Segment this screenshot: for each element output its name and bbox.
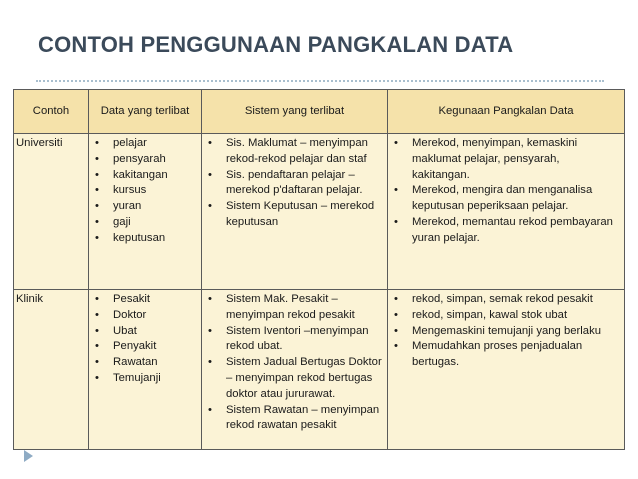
list-item: • Sistem Rawatan – menyimpan rekod rawatan pesakit xyxy=(206,403,383,435)
list-item: • Penyakit xyxy=(93,339,197,355)
list-item: • Ubat xyxy=(93,324,197,340)
list-item: • Memudahkan proses penjadualan bertugas. xyxy=(392,339,620,371)
sistem-cell xyxy=(202,290,388,450)
table-row xyxy=(14,290,625,450)
list-item: • Merekod, menyimpan, kemaskini maklumat pelajar, pensyarah, kakitangan. xyxy=(392,136,620,183)
header-kegunaan: Kegunaan Pangkalan Data xyxy=(388,90,625,134)
sistem-list xyxy=(206,136,383,231)
list-item: • Mengemaskini temujanji yang berlaku xyxy=(392,324,620,340)
list-item: • Sistem Keputusan – merekod keputusan xyxy=(206,199,383,231)
table-row xyxy=(14,134,625,290)
data-list xyxy=(93,136,197,247)
list-item: • yuran xyxy=(93,199,197,215)
table-header-row xyxy=(14,90,625,134)
title-divider xyxy=(36,80,604,82)
list-item: • Sistem Iventori –menyimpan rekod ubat. xyxy=(206,324,383,356)
list-item: • kursus xyxy=(93,183,197,199)
list-item: • Sis. Maklumat – menyimpan rekod-rekod pelajar dan staf xyxy=(206,136,383,168)
kegunaan-list xyxy=(392,136,620,247)
list-item: • Doktor xyxy=(93,308,197,324)
header-sistem: Sistem yang terlibat xyxy=(202,90,388,134)
data-cell xyxy=(89,290,202,450)
data-list xyxy=(93,292,197,387)
list-item: • Sistem Mak. Pesakit – menyimpan rekod pesakit xyxy=(206,292,383,324)
data-cell xyxy=(89,134,202,290)
kegunaan-cell xyxy=(388,290,625,450)
list-item: • gaji xyxy=(93,215,197,231)
usage-table xyxy=(13,89,625,450)
list-item: • kakitangan xyxy=(93,168,197,184)
list-item: • pelajar xyxy=(93,136,197,152)
list-item: • keputusan xyxy=(93,231,197,247)
list-item: • Merekod, memantau rekod pembayaran yuran pelajar. xyxy=(392,215,620,247)
sistem-cell xyxy=(202,134,388,290)
list-item: • Temujanji xyxy=(93,371,197,387)
kegunaan-cell xyxy=(388,134,625,290)
page-title: CONTOH PENGGUNAAN PANGKALAN DATA xyxy=(38,32,514,57)
header-contoh: Contoh xyxy=(14,90,89,134)
triangle-right-icon xyxy=(24,450,33,462)
list-item: • Rawatan xyxy=(93,355,197,371)
list-item: • Pesakit xyxy=(93,292,197,308)
header-data: Data yang terlibat xyxy=(89,90,202,134)
row-label-klinik: Klinik xyxy=(14,290,89,450)
sistem-list xyxy=(206,292,383,434)
list-item: • rekod, simpan, kawal stok ubat xyxy=(392,308,620,324)
list-item: • Merekod, mengira dan menganalisa keputusan peperiksaan pelajar. xyxy=(392,183,620,215)
list-item: • pensyarah xyxy=(93,152,197,168)
list-item: • rekod, simpan, semak rekod pesakit xyxy=(392,292,620,308)
list-item: • Sis. pendaftaran pelajar – merekod p'daftaran pelajar. xyxy=(206,168,383,200)
row-label-universiti: Universiti xyxy=(14,134,89,290)
list-item: • Sistem Jadual Bertugas Doktor – menyimpan rekod bertugas doktor atau jururawat. xyxy=(206,355,383,402)
kegunaan-list xyxy=(392,292,620,371)
